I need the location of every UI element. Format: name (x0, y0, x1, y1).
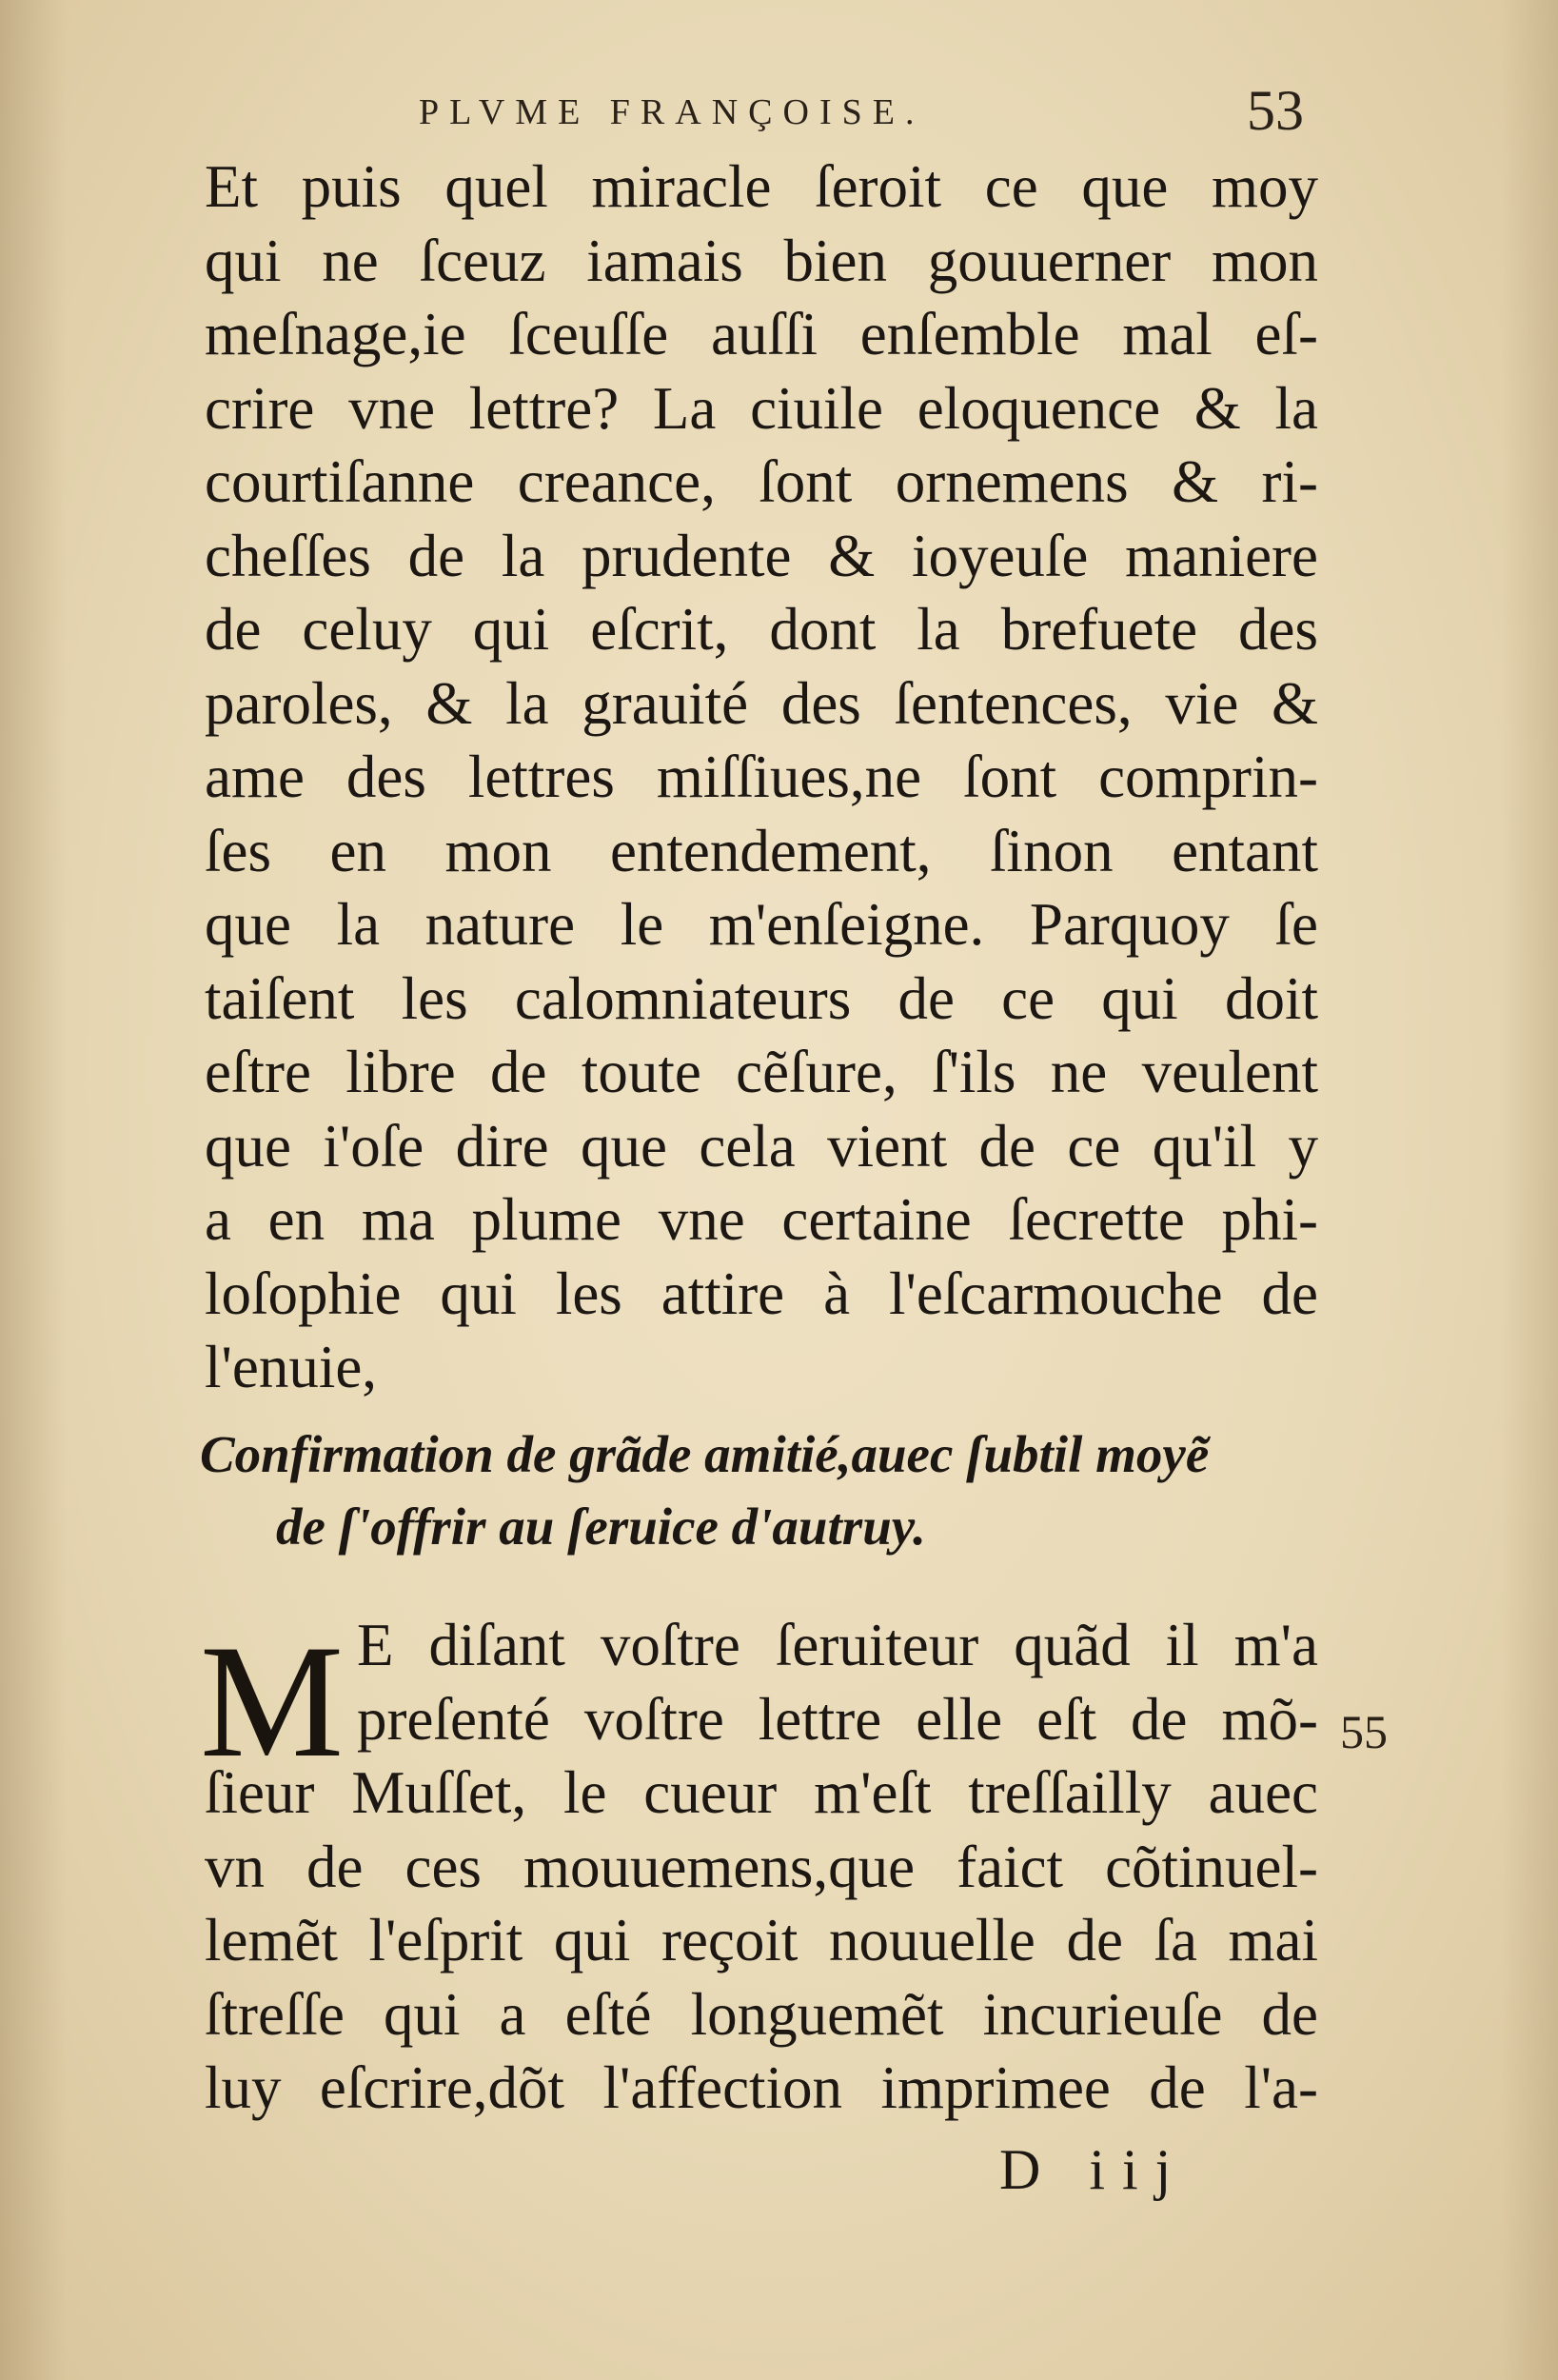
text-line: que i'oſe dire que cela vient de ce qu'il y (205, 1112, 1318, 1180)
signature-mark: D iij (999, 2138, 1189, 2201)
heading-line-1: Confirmation de grãde amitié,auec ſubtil moyẽ (200, 1425, 1210, 1483)
text-line: crire vne lettre? La ciuile eloquence & la (205, 374, 1318, 442)
drop-cap: M (200, 1612, 345, 1791)
paragraph-1 (205, 150, 1318, 1405)
text-line: meſnage,ie ſceuſſe auſſi enſemble mal eſ- (205, 301, 1318, 367)
text-line: loſophie qui les attire à l'eſcarmouche de (205, 1259, 1318, 1327)
text-line: luy eſcrire,dõt l'affection imprimee de l'a- (205, 2054, 1318, 2121)
text-line: E diſant voſtre ſeruiteur quãd il m'a (357, 1612, 1318, 1678)
text-line: paroles, & la grauité des ſentences, vie & (205, 669, 1318, 737)
text-line: qui ne ſceuz iamais bien gouuerner mon (205, 227, 1318, 294)
text-line: ame des lettres miſſiues,ne ſont comprin- (205, 744, 1318, 810)
text-line: ſtreſſe qui a eſté longuemẽt incurieuſe de (205, 1980, 1318, 2048)
text-line: vn de ces mouuemens,que faict cõtinuel- (205, 1833, 1318, 1900)
paragraph-2 (205, 1609, 1318, 2126)
text-line: taiſent les calomniateurs de ce qui doit (205, 964, 1318, 1032)
text-line: lemẽt l'eſprit qui reçoit nouuelle de ſa mai (205, 1907, 1318, 1973)
text-line: eſtre libre de toute cẽſure, ſ'ils ne veulent (205, 1039, 1318, 1105)
text-line: que la nature le m'enſeigne. Parquoy ſe (205, 891, 1318, 958)
heading-line-2: de ſ'offrir au ſeruice d'autruy. (276, 1497, 926, 1556)
text-line: l'enuie, (205, 1334, 378, 1400)
text-line: Et puis quel miracle ſeroit ce que moy (205, 153, 1318, 220)
text-line: de celuy qui eſcrit, dont la brefuete des (205, 596, 1318, 663)
text-line: courtiſanne creance, ſont ornemens & ri- (205, 448, 1318, 515)
page-number: 53 (1247, 79, 1304, 142)
running-head: PLVME FRANÇOISE. (419, 92, 925, 132)
text-line: ſieur Muſſet, le cueur m'eſt treſſailly auec (205, 1759, 1318, 1826)
chapter-heading (200, 1418, 1323, 1563)
margin-note: 55 (1340, 1705, 1388, 1758)
text-line: preſenté voſtre lettre elle eſt de mõ- (357, 1685, 1318, 1753)
text-line: a en ma plume vne certaine ſecrette phi- (205, 1186, 1318, 1253)
text-line: ſes en mon entendement, ſinon entant (205, 817, 1318, 884)
text-line: cheſſes de la prudente & ioyeuſe maniere (205, 522, 1318, 589)
